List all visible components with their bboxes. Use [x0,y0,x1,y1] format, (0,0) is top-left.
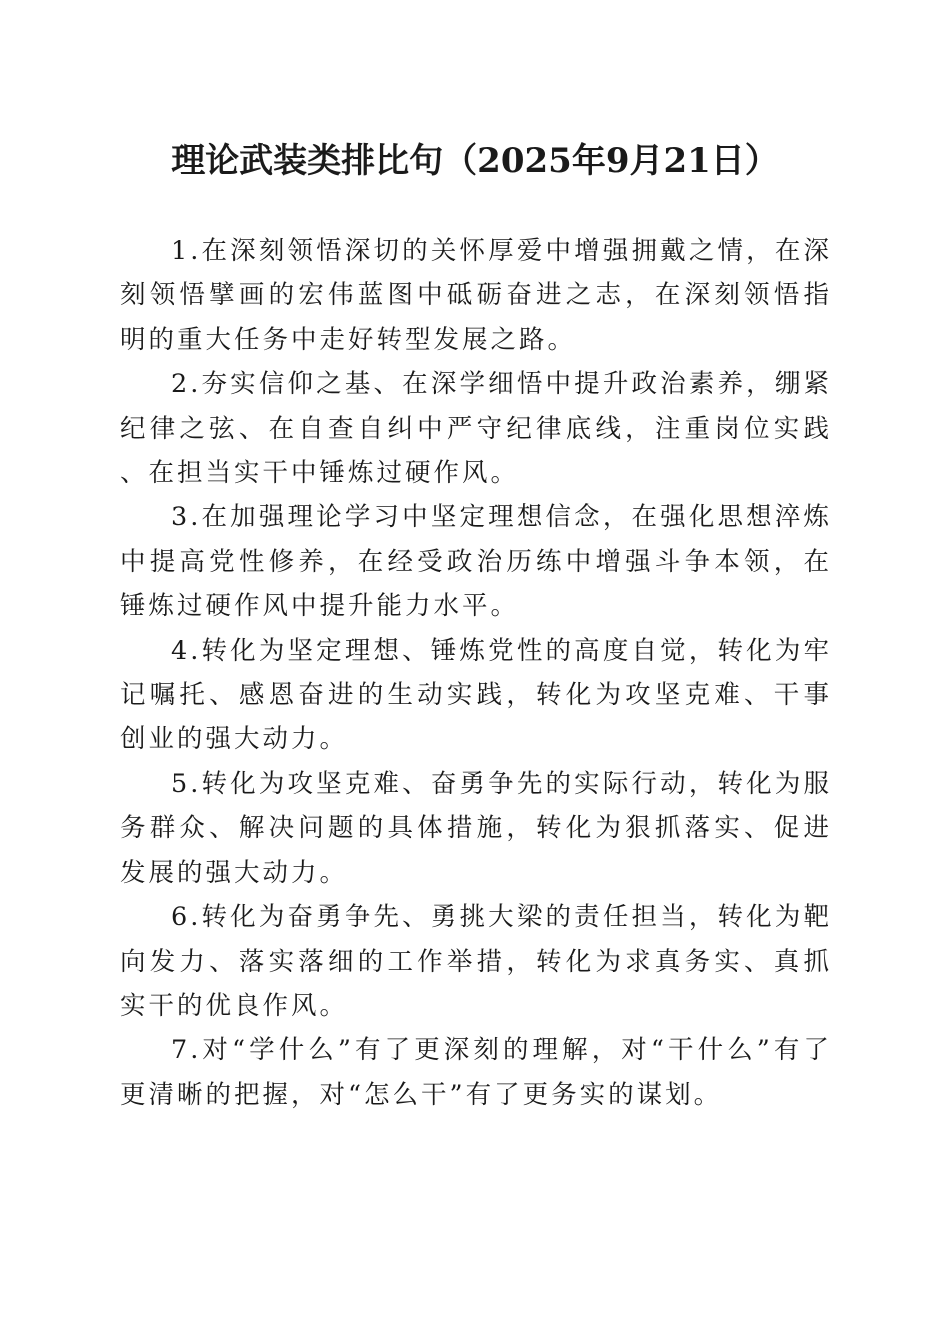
paragraph-6: 6.转化为奋勇争先、勇挑大梁的责任担当，转化为靶向发力、落实落细的工作举措，转化为求真务实、真抓实干的优良作风。 [120,902,832,1021]
paragraph-1: 1.在深刻领悟深切的关怀厚爱中增强拥戴之情，在深刻领悟擘画的宏伟蓝图中砥砺奋进之志，在深刻领悟指明的重大任务中走好转型发展之路。 [120,236,832,355]
paragraph-3: 3.在加强理论学习中坚定理想信念，在强化思想淬炼中提高党性修养，在经受政治历练中增强斗争本领，在锤炼过硬作风中提升能力水平。 [120,502,832,622]
document-title: 理论武装类排比句（2025年9月21日） [171,141,779,181]
paragraph-4: 4.转化为坚定理想、锤炼党性的高度自觉，转化为牢记嘱托、感恩奋进的生动实践，转化为攻坚克难、干事创业的强大动力。 [120,635,832,755]
paragraph-7: 7.对“学什么”有了更深刻的理解，对“干什么”有了更清晰的把握，对“怎么干”有了更务实的谋划。 [120,1035,832,1110]
paragraph-5: 5.转化为攻坚克难、奋勇争先的实际行动，转化为服务群众、解决问题的具体措施，转化为狠抓落实、促进发展的强大动力。 [120,768,832,888]
document-body [120,229,832,1117]
paragraph-2: 2.夯实信仰之基、在深学细悟中提升政治素养，绷紧纪律之弦、在自查自纠中严守纪律底线，注重岗位实践、在担当实干中锤炼过硬作风。 [120,369,832,489]
